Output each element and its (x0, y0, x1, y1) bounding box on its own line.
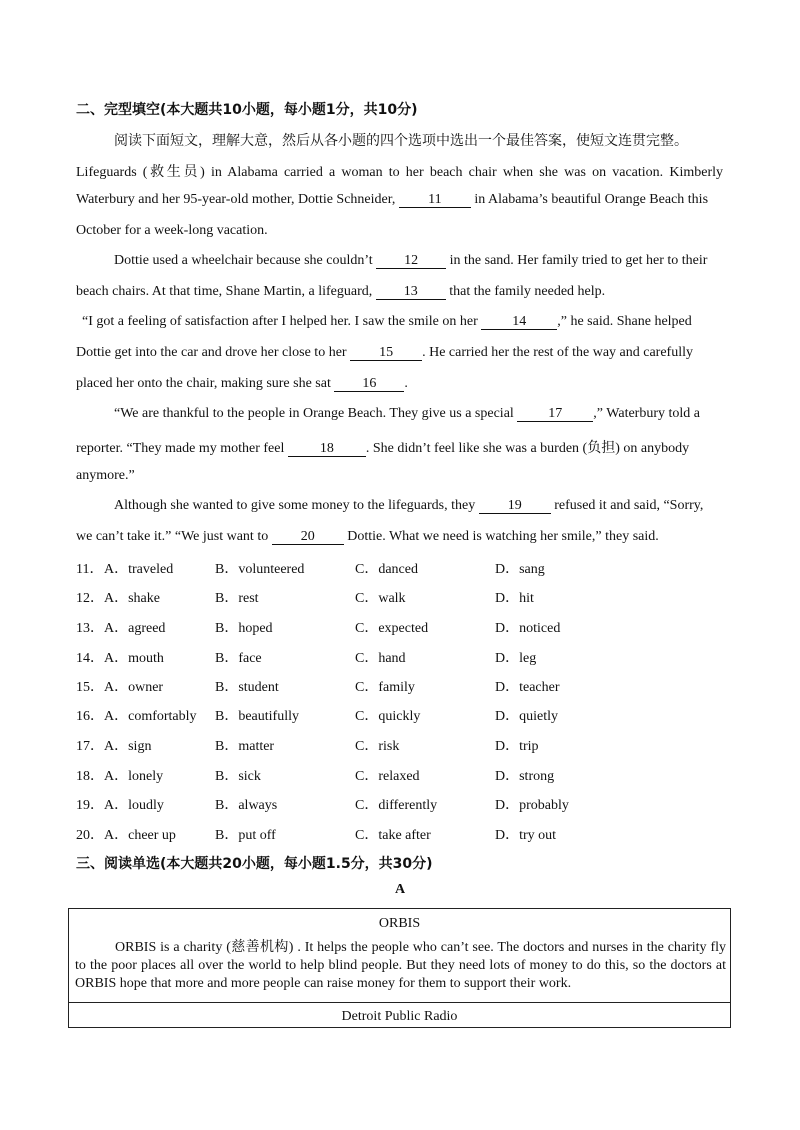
option-a[interactable]: A．loudly (104, 798, 164, 813)
option-c[interactable]: C．hand (355, 651, 406, 666)
box-footer: Detroit Public Radio (341, 1009, 458, 1024)
option-d[interactable]: D．strong (495, 769, 555, 784)
option-b[interactable]: B．put off (215, 828, 276, 843)
passage-line: October for a week-long vacation. (76, 223, 268, 238)
passage-text: Dottie used a wheelchair because she couldn’t (114, 253, 377, 268)
option-c[interactable]: C．quickly (355, 709, 421, 724)
option-a[interactable]: A．lonely (104, 769, 164, 784)
section-2-instruction: 阅读下面短文，理解大意，然后从各小题的四个选项中选出一个最佳答案，使短文连贯完整。 (114, 134, 688, 149)
passage-text: Dottie get into the car and drove her close to her (76, 345, 351, 360)
passage-line (76, 345, 693, 361)
passage-line (76, 192, 708, 208)
passage-line (76, 284, 605, 300)
passage-line (114, 253, 707, 269)
option-d[interactable]: D．leg (495, 651, 537, 666)
question-number: 20． (76, 828, 104, 843)
question-number: 15． (76, 680, 104, 695)
box-title: ORBIS (378, 916, 421, 931)
option-c[interactable]: C．differently (355, 798, 438, 813)
question-number: 19． (76, 798, 104, 813)
passage-box (68, 908, 731, 1028)
blank-19: 19 (479, 498, 551, 514)
passage-line: anymore.” (76, 468, 135, 483)
option-b[interactable]: B．beautifully (215, 709, 299, 724)
option-d[interactable]: D．try out (495, 828, 557, 843)
passage-text: refused it and said, “Sorry, (550, 498, 704, 513)
option-d[interactable]: D．teacher (495, 680, 560, 695)
option-a[interactable]: A．agreed (104, 621, 166, 636)
option-b[interactable]: B．sick (215, 769, 261, 784)
passage-line (82, 314, 692, 330)
passage-text: we can’t take it.” “We just want to (76, 529, 272, 544)
blank-11: 11 (399, 192, 471, 208)
option-c[interactable]: C．risk (355, 739, 400, 754)
option-c[interactable]: C．walk (355, 591, 406, 606)
option-b[interactable]: B．matter (215, 739, 275, 754)
question-number: 13． (76, 621, 104, 636)
passage-line: Lifeguards (救生员) in Alabama carried a woman to her beach chair when she was on vacation. Kimberly (76, 165, 723, 180)
option-d[interactable]: D．probably (495, 798, 569, 813)
passage-text: ,” Waterbury told a (593, 406, 700, 421)
option-a[interactable]: A．sign (104, 739, 152, 754)
option-b[interactable]: B．rest (215, 591, 259, 606)
passage-text: “We are thankful to the people in Orange Beach. They give us a special (114, 406, 518, 421)
question-number: 16． (76, 709, 104, 724)
option-c[interactable]: C．family (355, 680, 415, 695)
passage-line (76, 529, 659, 545)
option-c[interactable]: C．relaxed (355, 769, 420, 784)
option-b[interactable]: B．always (215, 798, 278, 813)
blank-18: 18 (288, 441, 366, 457)
question-number: 14． (76, 651, 104, 666)
option-b[interactable]: B．hoped (215, 621, 273, 636)
box-body: ORBIS is a charity (慈善机构) . It helps the people who can’t see. The doctors and nurses in the charity fly to the poor places all over the world to help blind people. But they need lots of money to do this, so the doctors at ORBIS hope that more and more people can raise money for them to support their work. (75, 940, 726, 991)
passage-text: reporter. “They made my mother feel (76, 441, 288, 456)
passage-line (76, 437, 689, 457)
option-a[interactable]: A．shake (104, 591, 160, 606)
option-a[interactable]: A．cheer up (104, 828, 176, 843)
blank-13: 13 (376, 284, 446, 300)
passage-line (114, 498, 703, 514)
passage-text: in Alabama’s beautiful Orange Beach this (470, 192, 709, 207)
section-2-heading: 二、完型填空(本大题共10小题，每小题1分，共10分) (76, 102, 418, 118)
blank-17: 17 (517, 406, 593, 422)
blank-15: 15 (350, 345, 422, 361)
option-d[interactable]: D．noticed (495, 621, 561, 636)
passage-label: A (394, 882, 406, 897)
box-divider (69, 1002, 730, 1003)
passage-text: beach chairs. At that time, Shane Martin, a lifeguard, (76, 284, 376, 299)
blank-16: 16 (334, 376, 404, 392)
passage-text: ,” he said. Shane helped (557, 314, 692, 329)
option-d[interactable]: D．hit (495, 591, 534, 606)
passage-text: Although she wanted to give some money to the lifeguards, they (114, 498, 479, 513)
question-number: 12． (76, 591, 104, 606)
passage-text: “I got a feeling of satisfaction after I helped her. I saw the smile on her (82, 314, 482, 329)
passage-text: in the sand. Her family tried to get her to their (446, 253, 708, 268)
passage-line (76, 376, 408, 392)
passage-text: Dottie. What we need is watching her smile,” they said. (343, 529, 659, 544)
blank-14: 14 (481, 314, 557, 330)
blank-12: 12 (376, 253, 446, 269)
blank-20: 20 (272, 529, 344, 545)
passage-text: placed her onto the chair, making sure she sat (76, 376, 335, 391)
question-number: 17． (76, 739, 104, 754)
option-c[interactable]: C．danced (355, 562, 418, 577)
option-c[interactable]: C．take after (355, 828, 431, 843)
passage-text: that the family needed help. (445, 284, 606, 299)
option-b[interactable]: B．volunteered (215, 562, 305, 577)
option-a[interactable]: A．traveled (104, 562, 174, 577)
passage-text: . He carried her the rest of the way and carefully (422, 345, 693, 360)
option-b[interactable]: B．face (215, 651, 262, 666)
option-d[interactable]: D．sang (495, 562, 545, 577)
question-number: 11． (76, 562, 104, 577)
section-3-heading: 三、阅读单选(本大题共20小题，每小题1.5分，共30分) (76, 856, 433, 872)
option-c[interactable]: C．expected (355, 621, 429, 636)
question-number: 18． (76, 769, 104, 784)
option-a[interactable]: A．comfortably (104, 709, 197, 724)
option-b[interactable]: B．student (215, 680, 279, 695)
passage-text: . She didn’t feel like she was a burden (负担) on anybody (365, 441, 690, 456)
passage-text: . (404, 376, 408, 391)
option-a[interactable]: A．owner (104, 680, 164, 695)
option-d[interactable]: D．trip (495, 739, 539, 754)
passage-line (114, 406, 700, 422)
option-a[interactable]: A．mouth (104, 651, 164, 666)
option-d[interactable]: D．quietly (495, 709, 558, 724)
passage-text: Waterbury and her 95-year-old mother, Dottie Schneider, (76, 192, 399, 207)
